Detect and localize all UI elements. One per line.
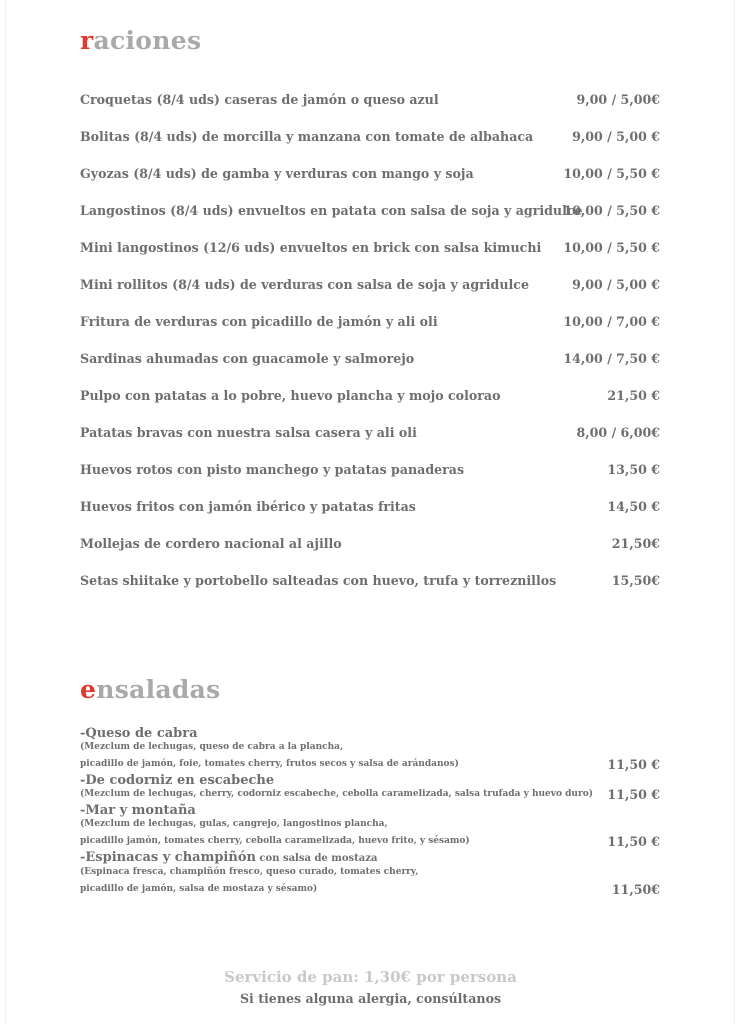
menu-item <box>80 166 660 203</box>
section-title-rest: aciones <box>93 26 202 55</box>
salad-description: (Mezclum de lechugas, gulas, cangrejo, langostinos plancha, <box>80 819 388 829</box>
menu-item-price: 21,50 € <box>607 388 660 403</box>
menu-item-name: Sardinas ahumadas con guacamole y salmorejo <box>80 351 415 366</box>
menu-item <box>80 92 660 129</box>
menu-item <box>80 203 660 240</box>
salad-description: picadillo de jamón, foie, tomates cherry, frutos secos y salsa de arándanos) <box>80 759 459 769</box>
menu-item-price: 10,00 / 5,50 € <box>563 203 660 218</box>
menu-item-name: Mini langostinos (12/6 uds) envueltos en brick con salsa kimuchi <box>80 240 542 255</box>
salad-item <box>80 850 660 895</box>
menu-item <box>80 351 660 388</box>
menu-item-name: Bolitas (8/4 uds) de morcilla y manzana con tomate de albahaca <box>80 129 534 144</box>
menu-item-price: 9,00 / 5,00 € <box>572 129 660 144</box>
menu-item-name: Langostinos (8/4 uds) envueltos en patata con salsa de soja y agridulce <box>80 203 583 218</box>
menu-item-price: 9,00 / 5,00 € <box>572 277 660 292</box>
menu-item <box>80 536 660 573</box>
salad-price: 11,50€ <box>611 882 660 897</box>
menu-item <box>80 240 660 277</box>
menu-item <box>80 425 660 462</box>
menu-item <box>80 277 660 314</box>
bread-service-note: Servicio de pan: 1,30€ por persona <box>224 968 517 986</box>
menu-item-price: 14,00 / 7,50 € <box>563 351 660 366</box>
section-title-ensaladas <box>80 675 221 704</box>
salad-title: -Queso de cabra <box>80 726 198 741</box>
salad-description: (Mezclum de lechugas, cherry, codorniz escabeche, cebolla caramelizada, salsa trufada y huevo duro) <box>80 789 593 799</box>
salad-title: -Espinacas y champiñón <box>80 850 256 865</box>
salad-description: (Espinaca fresca, champiñón fresco, queso curado, tomates cherry, <box>80 867 419 877</box>
menu-item-name: Mini rollitos (8/4 uds) de verduras con salsa de soja y agridulce <box>80 277 529 292</box>
salad-item <box>80 726 660 770</box>
menu-item-name: Patatas bravas con nuestra salsa casera y ali oli <box>80 425 417 440</box>
menu-item <box>80 314 660 351</box>
salad-description: picadillo de jamón, salsa de mostaza y sésamo) <box>80 884 318 894</box>
salad-description: (Mezclum de lechugas, queso de cabra a la plancha, <box>80 742 344 752</box>
ensaladas-list <box>80 726 660 895</box>
salad-description: picadillo jamón, tomates cherry, cebolla caramelizada, huevo frito, y sésamo) <box>80 836 470 846</box>
menu-item-price: 9,00 / 5,00€ <box>576 92 660 107</box>
menu-item <box>80 388 660 425</box>
menu-item-name: Pulpo con patatas a lo pobre, huevo plancha y mojo colorao <box>80 388 501 403</box>
menu-item-name: Huevos fritos con jamón ibérico y patatas fritas <box>80 499 416 514</box>
salad-title-line <box>80 803 660 819</box>
section-title-initial: r <box>80 26 94 55</box>
section-title-raciones <box>80 26 201 55</box>
salad-title-line <box>80 850 660 867</box>
menu-item <box>80 573 660 610</box>
menu-item-price: 10,00 / 7,00 € <box>563 314 660 329</box>
menu-item-price: 14,50 € <box>607 499 660 514</box>
raciones-list <box>80 92 660 610</box>
salad-title-line <box>80 773 660 789</box>
menu-item-name: Fritura de verduras con picadillo de jamón y ali oli <box>80 314 438 329</box>
salad-item <box>80 773 660 800</box>
menu-item <box>80 462 660 499</box>
menu-item-price: 15,50€ <box>611 573 660 588</box>
menu-item-price: 10,00 / 5,50 € <box>563 166 660 181</box>
section-title-rest: nsaladas <box>96 675 221 704</box>
salad-title-suffix: con salsa de mostaza <box>255 853 378 864</box>
menu-item-name: Mollejas de cordero nacional al ajillo <box>80 536 342 551</box>
menu-item-price: 21,50€ <box>611 536 660 551</box>
salad-price: 11,50 € <box>607 787 660 802</box>
menu-item-name: Gyozas (8/4 uds) de gamba y verduras con mango y soja <box>80 166 474 181</box>
allergy-note: Si tienes alguna alergia, consúltanos <box>239 991 502 1006</box>
menu-item <box>80 499 660 536</box>
menu-item-name: Croquetas (8/4 uds) caseras de jamón o queso azul <box>80 92 439 107</box>
salad-title: -Mar y montaña <box>80 803 196 818</box>
menu-item <box>80 129 660 166</box>
menu-item-price: 8,00 / 6,00€ <box>576 425 660 440</box>
menu-item-price: 10,00 / 5,50 € <box>563 240 660 255</box>
section-title-initial: e <box>80 675 97 704</box>
salad-title: -De codorniz en escabeche <box>80 773 275 788</box>
menu-item-price: 13,50 € <box>607 462 660 477</box>
salad-price: 11,50 € <box>607 834 660 849</box>
menu-item-name: Setas shiitake y portobello salteadas con huevo, trufa y torreznillos <box>80 573 557 588</box>
menu-item-name: Huevos rotos con pisto manchego y patatas panaderas <box>80 462 465 477</box>
salad-title-line <box>80 726 660 742</box>
salad-price: 11,50 € <box>607 757 660 772</box>
salad-item <box>80 803 660 847</box>
